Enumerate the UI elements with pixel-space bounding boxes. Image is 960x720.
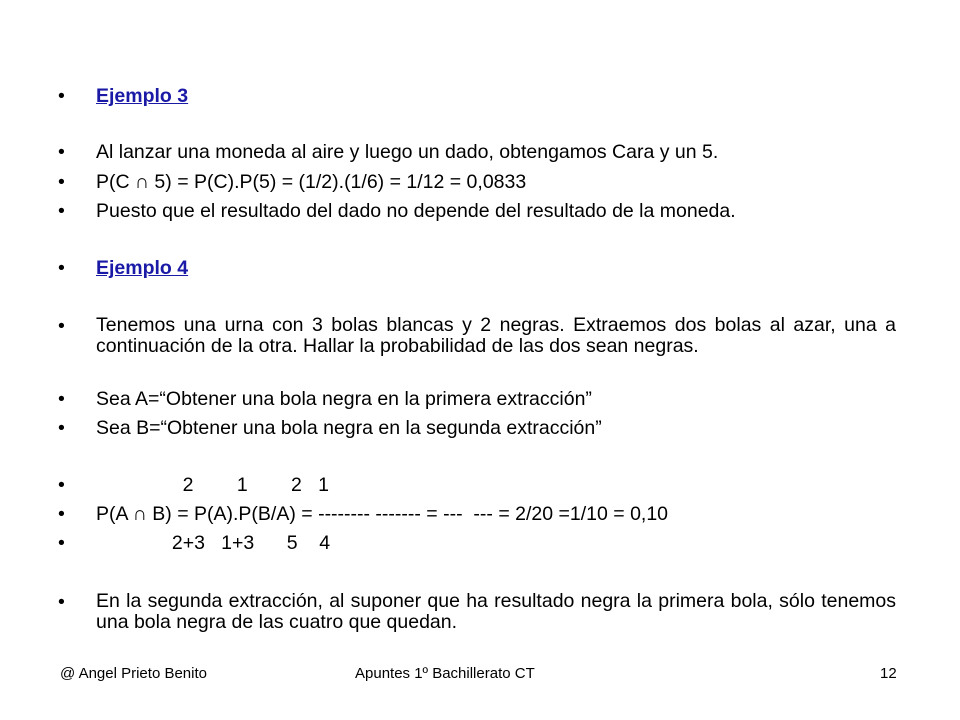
bullet-icon: • bbox=[58, 388, 65, 410]
bullet-icon: • bbox=[58, 315, 65, 337]
example4-problem-statement: Tenemos una urna con 3 bolas blancas y 2 negras. Extraemos dos bolas al azar, una a continuación de la otra. Hallar la probabilidad de las dos sean negras. bbox=[96, 314, 896, 357]
bullet-icon: • bbox=[58, 257, 65, 279]
bullet-icon: • bbox=[58, 532, 65, 554]
fraction-denominators: 2+3 1+3 5 4 bbox=[96, 532, 331, 554]
example4-conclusion: En la segunda extracción, al suponer que ha resultado negra la primera bola, sólo tenemos una bola negra de las cuatro que quedan. bbox=[96, 590, 896, 633]
fraction-numerators: 2 1 2 1 bbox=[96, 474, 330, 496]
example3-line1: Al lanzar una moneda al aire y luego un dado, obtengamos Cara y un 5. bbox=[96, 141, 719, 163]
bullet-icon: • bbox=[58, 474, 65, 496]
bullet-icon: • bbox=[58, 85, 65, 107]
bullet-icon: • bbox=[58, 503, 65, 525]
example3-formula: P(C ∩ 5) = P(C).P(5) = (1/2).(1/6) = 1/12 = 0,0833 bbox=[96, 171, 527, 193]
bullet-icon: • bbox=[58, 591, 65, 613]
bullet-icon: • bbox=[58, 417, 65, 439]
footer-author: @ Angel Prieto Benito bbox=[60, 665, 207, 682]
footer-course: Apuntes 1º Bachillerato CT bbox=[355, 665, 535, 682]
event-a-definition: Sea A=“Obtener una bola negra en la primera extracción” bbox=[96, 388, 592, 410]
example3-line3: Puesto que el resultado del dado no depende del resultado de la moneda. bbox=[96, 200, 736, 222]
example4-heading: Ejemplo 4 bbox=[96, 257, 189, 279]
example4-formula: P(A ∩ B) = P(A).P(B/A) = -------- ------- = --- --- = 2/20 =1/10 = 0,10 bbox=[96, 503, 669, 525]
bullet-icon: • bbox=[58, 171, 65, 193]
event-b-definition: Sea B=“Obtener una bola negra en la segunda extracción” bbox=[96, 417, 602, 439]
example3-heading: Ejemplo 3 bbox=[96, 85, 189, 107]
footer-page-number: 12 bbox=[880, 665, 897, 682]
bullet-icon: • bbox=[58, 200, 65, 222]
bullet-icon: • bbox=[58, 141, 65, 163]
